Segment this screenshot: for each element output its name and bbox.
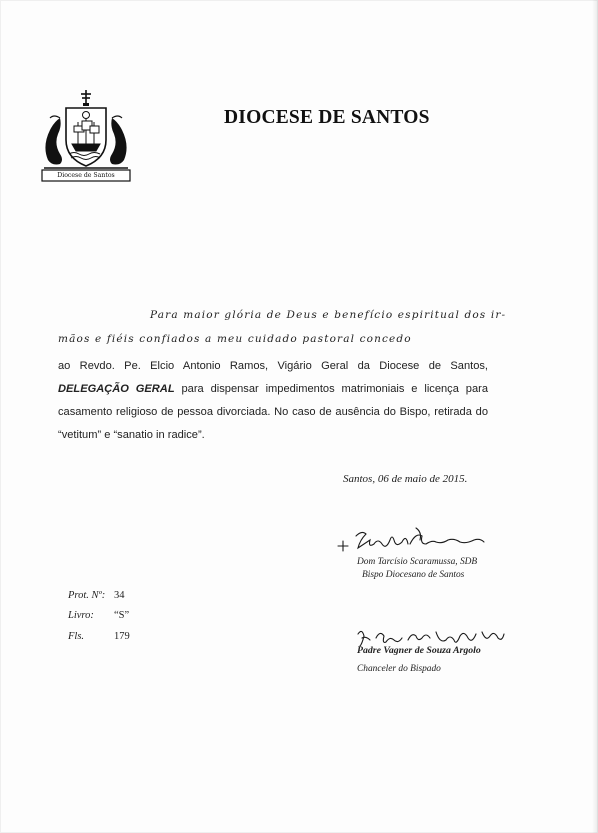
- folio-row: [68, 631, 130, 642]
- grant-text-part-2: para dispensar impedimentos matrimoniais e licença para casamento religioso de pessoa divorciada. No caso de ausência do Bispo, retirada do “vetitum” e “sanatio in radice”.: [58, 383, 488, 441]
- date-line: Santos, 06 de maio de 2015.: [343, 473, 468, 485]
- protocol-number-row: [68, 590, 125, 601]
- intro-line-1: Para maior glória de Deus e benefício espiritual dos ir-: [150, 309, 507, 321]
- folio-label: Fls.: [68, 631, 85, 642]
- chancellor-name: Padre Vagner de Souza Argolo: [357, 645, 481, 656]
- chancellor-title: Chanceler do Bispado: [357, 664, 441, 674]
- diocese-coat-of-arms: [38, 88, 134, 184]
- bishop-name: Dom Tarcísio Scaramussa, SDB: [357, 557, 478, 567]
- protocol-number-value: 34: [114, 590, 125, 601]
- book-row: [68, 610, 129, 621]
- protocol-number-label: Prot. Nº:: [68, 590, 106, 601]
- grant-text-part-1: ao Revdo. Pe. Elcio Antonio Ramos, Vigário Geral da Diocese de Santos,: [58, 360, 488, 372]
- document-title: DIOCESE DE SANTOS: [224, 107, 430, 128]
- folio-value: 179: [114, 631, 130, 642]
- intro-line-2: mãos e fiéis confiados a meu cuidado pastoral concedo: [58, 333, 412, 345]
- bishop-title: Bispo Diocesano de Santos: [362, 570, 465, 580]
- bishop-signature-icon: [336, 526, 486, 556]
- grant-paragraph: [58, 355, 488, 447]
- book-label: Livro:: [68, 610, 94, 621]
- seal-ribbon-text: Diocese de Santos: [57, 172, 115, 179]
- book-value: “S”: [114, 610, 130, 621]
- grant-highlight: DELEGAÇÃO GERAL: [58, 383, 175, 395]
